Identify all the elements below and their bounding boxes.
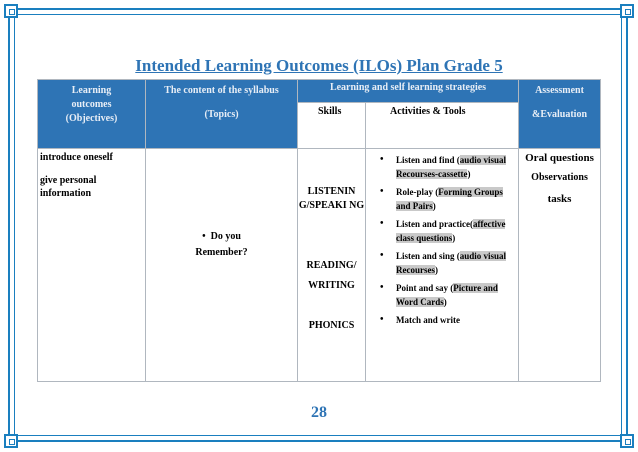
activity-item [366,153,514,181]
activities-cell [366,149,519,382]
activity-tools-highlight: Forming Groups and Pairs [396,187,503,211]
header-evaluation-label: &Evaluation [532,109,588,120]
activity-text: Match and write [396,315,460,325]
header-lo-line2: outcomes [71,99,112,110]
page-title: Intended Learning Outcomes (ILOs) Plan Grade 5 [135,56,503,75]
header-learning-outcomes [38,80,146,149]
corner-ornament-bottom-right [620,434,634,448]
corner-ornament-bottom-left [4,434,18,448]
header-activities-tools: Activities & Tools [366,103,519,149]
header-lo-line1: Learning [71,85,112,96]
skill-phonics: PHONICS [308,320,355,331]
activity-item [366,185,514,213]
header-strategies: Learning and self learning strategies [298,80,519,103]
activity-end: ) [467,169,471,179]
activity-text: Point and say ( [396,283,454,293]
objective-item: give personal information [40,175,97,199]
activity-tools-highlight: audio visual Recourses-cassette [396,155,507,179]
header-assessment-label: Assessment [535,85,584,96]
header-content-label: The content of the syllabus [164,85,279,96]
activity-text: Listen and sing ( [396,251,460,261]
objectives-cell [38,149,146,382]
activity-end: ) [443,297,447,307]
topic-item-rest: Remember? [195,247,248,258]
header-lo-line3: (Objectives) [65,113,118,124]
topic-bullet-text: Do you [210,231,241,242]
assessment-tasks: tasks [547,193,572,205]
skills-cell [298,149,366,382]
topics-cell [146,149,298,382]
corner-ornament-top-right [620,4,634,18]
activity-text: Listen and practice( [396,219,473,229]
topic-item [146,229,297,245]
activity-end: ) [435,265,438,275]
skill-listening-speaking: LISTENIN G/SPEAKI NG [298,186,365,211]
ilo-plan-table [37,79,601,382]
activity-text: Listen and find ( [396,155,460,165]
activity-end: ) [452,233,456,243]
activity-item [366,217,514,245]
activities-list [366,153,518,327]
activity-item [366,281,514,309]
activity-tools-highlight: affective class questions [396,219,506,243]
activity-item [366,313,514,327]
objective-item: introduce oneself [40,152,113,163]
header-topics-label: (Topics) [204,109,239,120]
page-number: 28 [311,404,327,421]
activity-end: ) [432,201,436,211]
activity-item [366,249,514,277]
skill-reading-writing: READING/ WRITING [306,260,357,291]
assessment-observations: Observations [531,172,588,183]
header-content [146,80,298,149]
activity-tools-highlight: Picture and Word Cards [396,283,498,307]
header-skills: Skills [298,103,366,149]
corner-ornament-top-left [4,4,18,18]
assessment-cell [519,149,601,382]
header-assessment [519,80,601,149]
activity-text: Role-play ( [396,187,439,197]
assessment-oral-questions: Oral questions [525,152,594,164]
activity-tools-highlight: audio visual Recourses [396,251,507,275]
